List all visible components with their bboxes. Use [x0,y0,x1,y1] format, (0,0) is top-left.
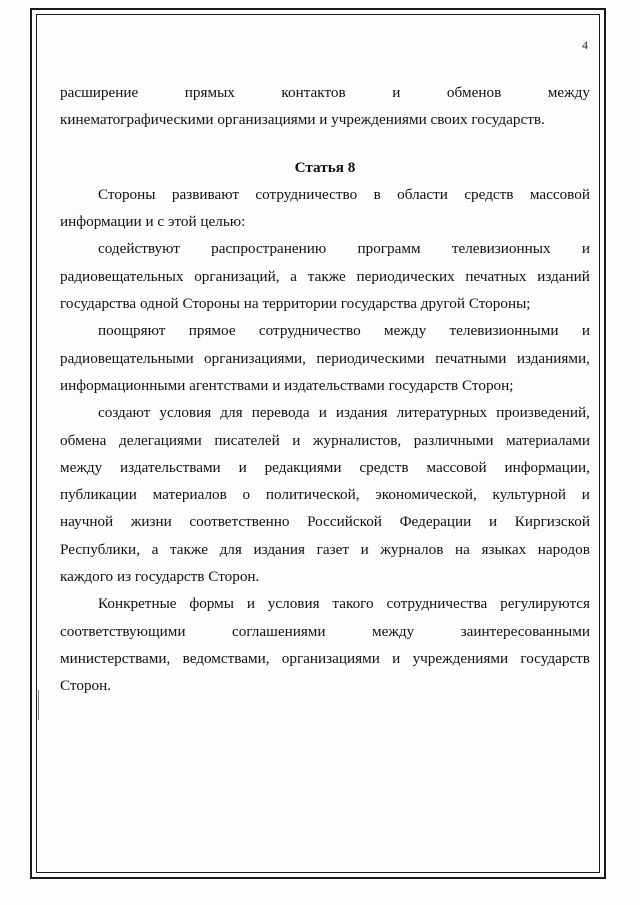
word: научной [60,513,114,531]
word: и [360,540,369,558]
word: прямое [188,322,236,340]
word: а [290,267,298,285]
word: области [397,185,448,203]
word: организациями [281,649,380,667]
word: и [581,322,590,340]
word: и [246,595,255,613]
word: для [219,540,242,558]
margin-mark [38,690,39,720]
word: писателей [214,431,280,449]
word: учреждениями [412,649,509,667]
word: материалами [506,431,590,449]
word: обменов [446,84,502,101]
word: материалов [152,486,227,504]
word: редакциями [264,458,342,476]
word: создают [98,404,151,422]
text-line: каждого из государств Сторон. [60,568,260,586]
article-heading: Статья 8 [294,158,356,176]
text-line: информационными агентствами и издательствами государств Сторон; [60,376,514,394]
word: издания [253,540,306,558]
word: Федерации [399,513,472,531]
text-line [60,536,590,563]
word: и [318,404,327,422]
text-line [60,317,590,344]
word: информации, [504,458,590,476]
word: формы [189,595,234,613]
word: культурной [492,486,567,504]
word: произведений, [496,404,590,422]
word: перевода [251,404,310,422]
word: печатных [465,267,527,285]
word: сотрудничества [386,595,488,613]
word: Республики, [60,540,140,558]
word: средств [464,185,514,203]
word: соответственно [189,513,290,531]
word: и [392,84,401,101]
word: языках [481,540,527,558]
word: организациями, [204,349,306,367]
text-line [60,181,590,208]
word: ведомствами, [182,649,270,667]
word: и [581,486,590,504]
word: литературных [396,404,488,422]
word: условия [267,595,320,613]
word: контактов [281,84,346,101]
word: издания [335,404,388,422]
word: Российской [307,513,382,531]
text-line [60,263,590,290]
word: такого [332,595,374,613]
word: делегациями [119,431,202,449]
word: а [151,540,159,558]
word: журналов [380,540,444,558]
word: и [581,240,590,258]
word: телевизионных [451,240,551,258]
word: между [372,622,415,640]
word: между [384,322,427,340]
word: печатными [435,349,507,367]
word: политической, [265,486,360,504]
word: и [292,431,301,449]
text-line [60,618,590,645]
text-line: Сторон. [60,677,112,695]
word: для [220,404,243,422]
word: радиовещательными [60,349,194,367]
text-line [60,399,590,426]
word: государств [520,649,590,667]
word: средств [359,458,409,476]
word: экономической, [375,486,477,504]
text-line: информации и с этой целью: [60,213,246,231]
word: народов [537,540,590,558]
word: содействуют [98,240,180,258]
word: массовой [529,185,590,203]
word: развивают [171,185,240,203]
word: Конкретные [98,595,177,613]
text-line: кинематографическими организациями и учреждениями своих государств. [60,111,545,129]
word: в [373,185,381,203]
text-line: государства одной Стороны на территории государства другой Стороны; [60,295,531,313]
word: о [242,486,251,504]
word: организаций, [194,267,280,285]
word: распространению [211,240,327,258]
word: и [392,649,401,667]
word: соответствующими [60,622,186,640]
text-line [60,508,590,535]
word: Киргизской [514,513,590,531]
page-number: 4 [582,38,588,52]
word: периодическими [316,349,425,367]
word: Стороны [98,185,156,203]
word: соглашениями [232,622,326,640]
word: также [169,540,208,558]
word: различными [413,431,494,449]
document-body [60,79,590,700]
text-line [60,235,590,262]
word: сотрудничество [258,322,361,340]
word: регулируются [500,595,590,613]
word: телевизионными [449,322,559,340]
text-line [60,590,590,617]
word: программ [357,240,421,258]
word: между [60,458,103,476]
word: и [488,513,498,531]
word: на [455,540,470,558]
word: также [307,267,346,285]
word: жизни [130,513,172,531]
text-line [60,427,590,454]
word: прямых [184,84,235,101]
word: обмена [60,431,107,449]
word: изданиями, [516,349,590,367]
text-line [60,481,590,508]
word: министерствами, [60,649,171,667]
text-line [60,79,590,106]
word: условия [159,404,212,422]
word: газет [316,540,349,558]
text-line [60,345,590,372]
text-line [60,645,590,672]
word: журналистов, [313,431,402,449]
word: публикации [60,486,137,504]
word: издательствами [120,458,221,476]
word: между [547,84,590,101]
word: периодических [356,267,455,285]
word: изданий [537,267,590,285]
word: и [238,458,247,476]
word: массовой [426,458,487,476]
word: радиовещательных [60,267,184,285]
word: сотрудничество [255,185,358,203]
word: заинтересованными [460,622,590,640]
word: расширение [60,84,139,101]
word: поощряют [98,322,166,340]
text-line [60,454,590,481]
